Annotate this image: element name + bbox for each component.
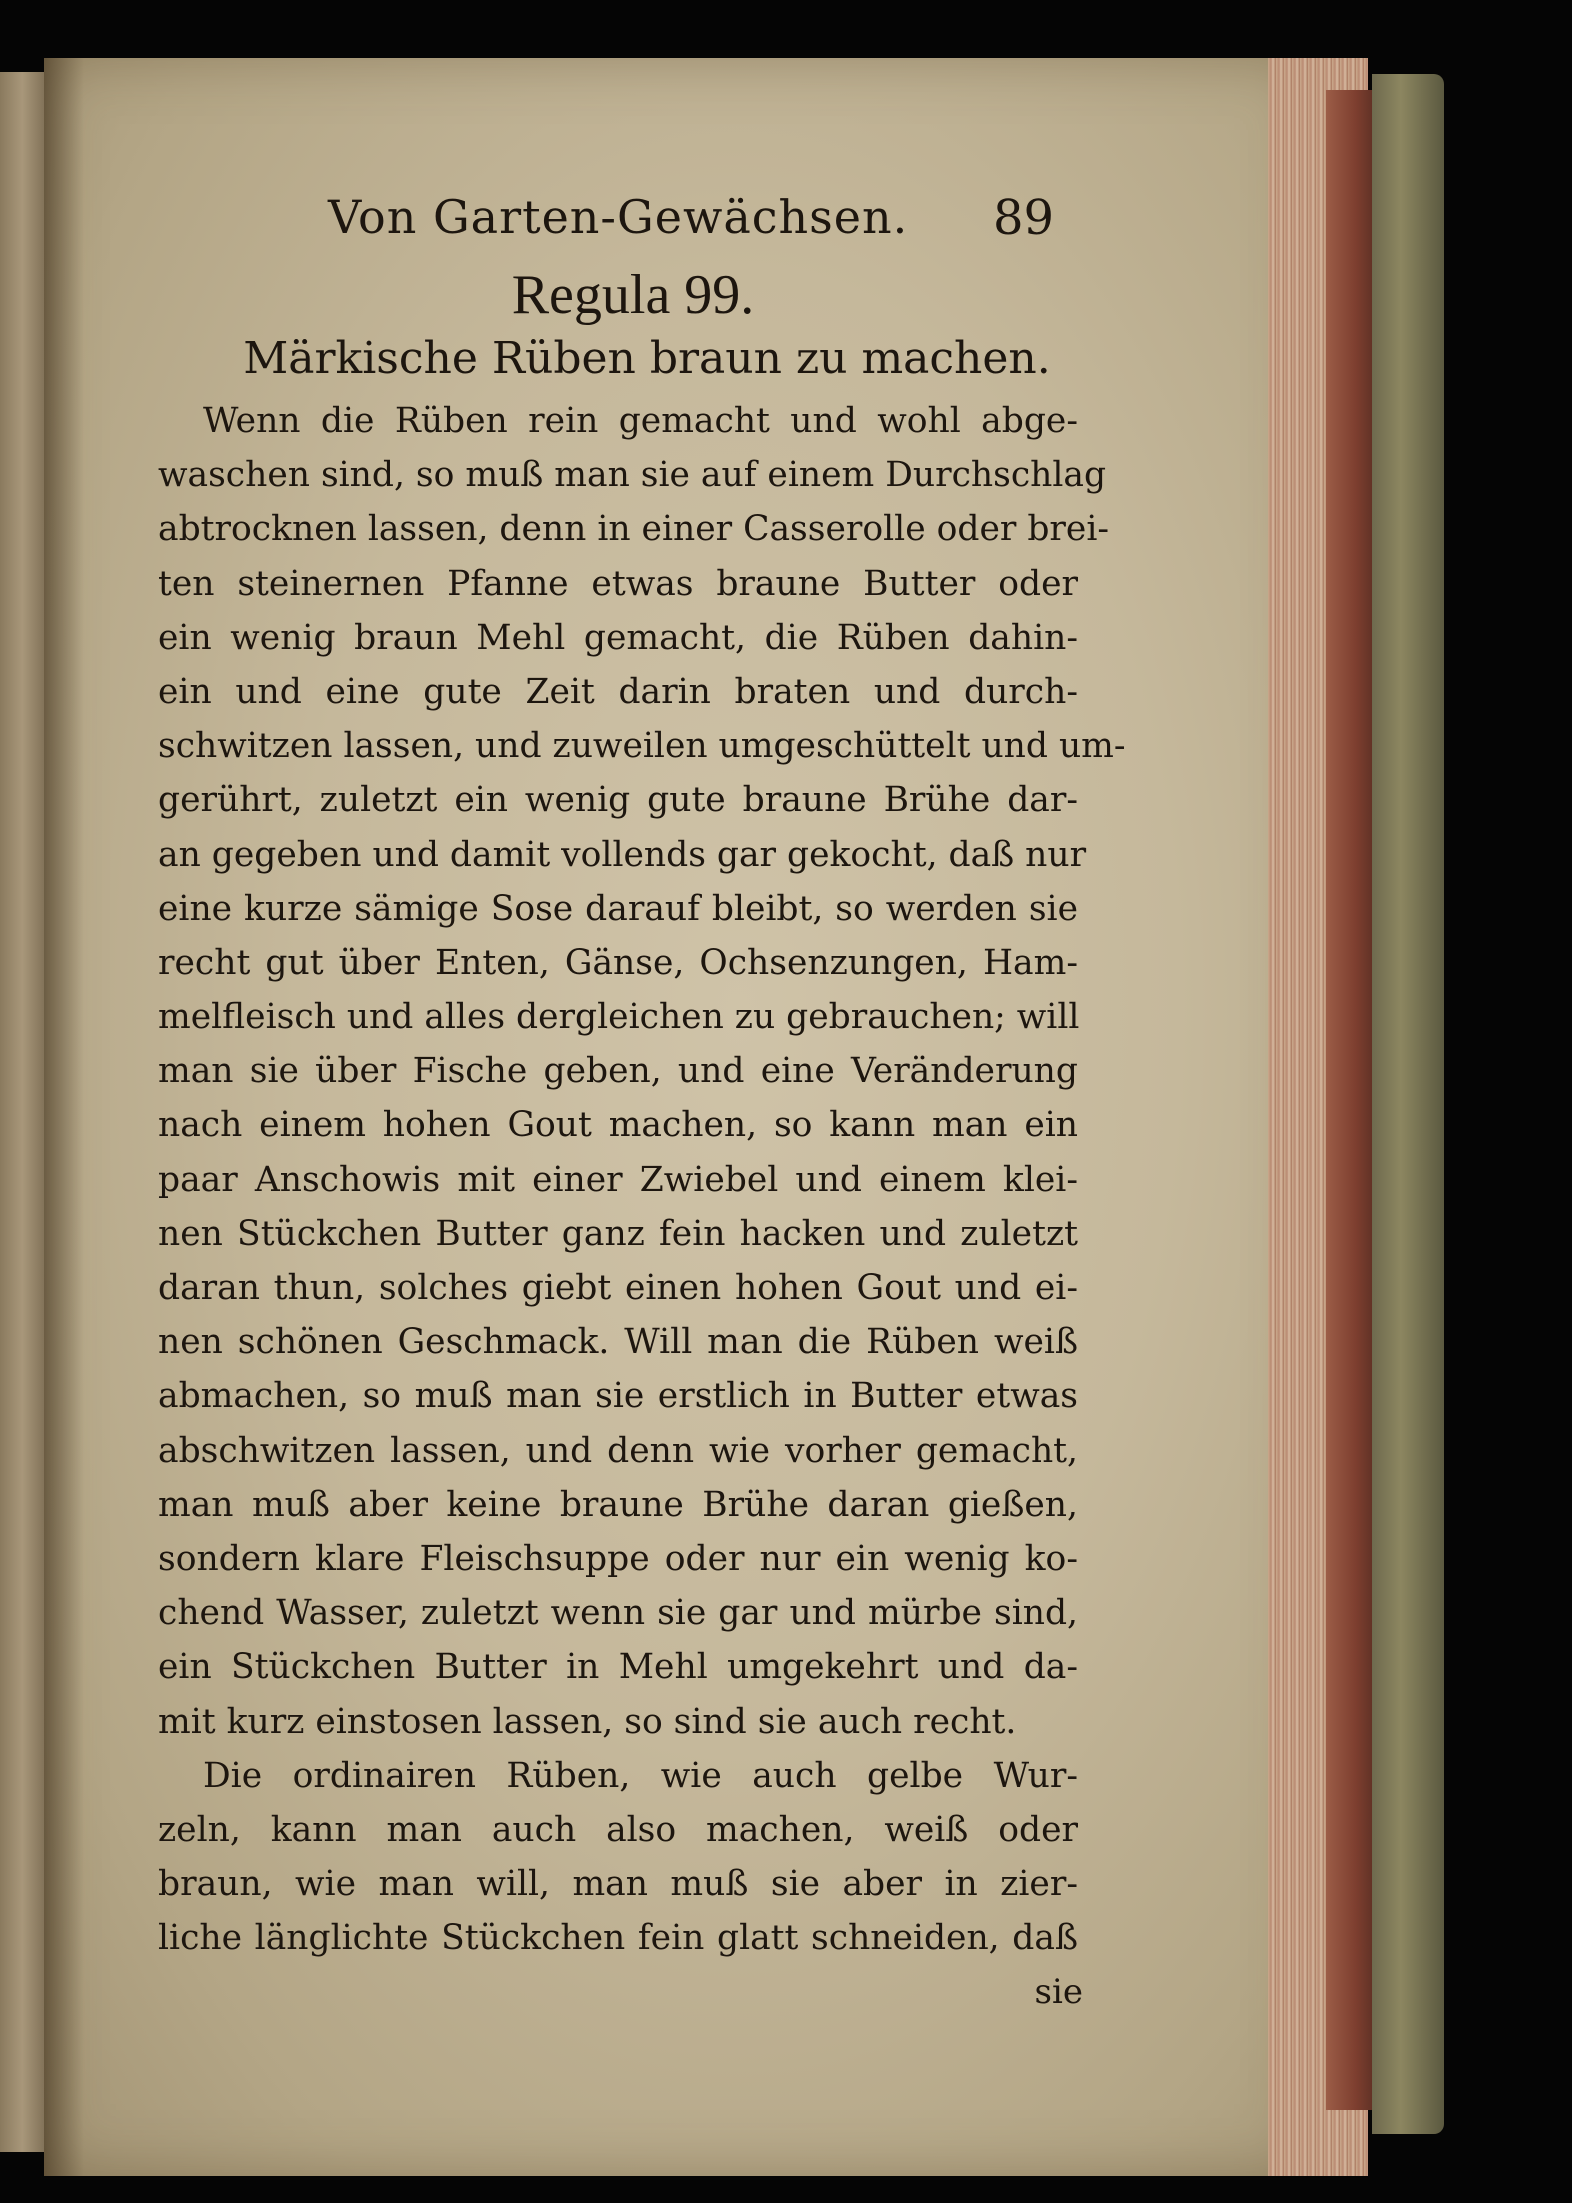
text-line: abtrocknen lassen, denn in einer Casserolle oder brei- xyxy=(158,509,1110,550)
text-line: ein Stückchen Butter in Mehl umgekehrt und da- xyxy=(158,1647,1078,1688)
page-header xyxy=(158,190,1078,260)
text-line: ein wenig braun Mehl gemacht, die Rüben dahin- xyxy=(158,617,1078,658)
text-line: nen schönen Geschmack. Will man die Rüben weiß xyxy=(158,1322,1078,1363)
text-line: man muß aber keine braune Brühe daran gießen, xyxy=(158,1484,1078,1525)
recipe-title: Märkische Rüben braun zu machen. xyxy=(243,333,1051,384)
text-line: nen Stückchen Butter ganz fein hacken und zuletzt xyxy=(158,1213,1078,1254)
running-head: Von Garten-Gewächsen. xyxy=(328,190,909,244)
text-line: gerührt, zuletzt ein wenig gute braune Brühe dar- xyxy=(158,780,1078,821)
text-line: melfleisch und alles dergleichen zu gebrauchen; will xyxy=(158,997,1080,1038)
text-line: sondern klare Fleischsuppe oder nur ein wenig ko- xyxy=(158,1538,1078,1579)
text-line: nach einem hohen Gout machen, so kann man ein xyxy=(158,1105,1078,1146)
text-line: mit kurz einstosen lassen, so sind sie auch recht. xyxy=(158,1701,1017,1742)
paragraph-2 xyxy=(158,1749,1078,1966)
text-line: zeln, kann man auch also machen, weiß oder xyxy=(158,1809,1078,1850)
text-line: ten steinernen Pfanne etwas braune Butter oder xyxy=(158,563,1078,604)
rule-heading: Regula 99. xyxy=(511,264,755,326)
text-line: man sie über Fische geben, und eine Veränderung xyxy=(158,1051,1078,1092)
text-line: schwitzen lassen, und zuweilen umgeschüttelt und um- xyxy=(158,726,1126,767)
text-line: braun, wie man will, man muß sie aber in zier- xyxy=(158,1864,1078,1905)
text-line: abmachen, so muß man sie erstlich in Butter etwas xyxy=(158,1376,1078,1417)
text-line: chend Wasser, zuletzt wenn sie gar und mürbe sind, xyxy=(158,1593,1078,1634)
text-line: paar Anschowis mit einer Zwiebel und einem klei- xyxy=(158,1159,1078,1200)
book-cover xyxy=(1372,74,1444,2134)
page-text xyxy=(158,190,1126,2019)
text-line: an gegeben und damit vollends gar gekocht, daß nur xyxy=(158,834,1087,875)
paragraph-1 xyxy=(158,394,1126,1749)
text-line: recht gut über Enten, Gänse, Ochsenzungen, Ham- xyxy=(158,942,1078,983)
text-line: daran thun, solches giebt einen hohen Gout und ei- xyxy=(158,1268,1078,1308)
text-line: abschwitzen lassen, und denn wie vorher gemacht, xyxy=(158,1430,1078,1471)
text-line: Die ordinairen Rüben, wie auch gelbe Wur- xyxy=(203,1755,1078,1796)
red-page-edges xyxy=(1326,90,1376,2110)
text-line: eine kurze sämige Sose darauf bleibt, so werden sie xyxy=(158,888,1078,929)
text-line: liche länglichte Stückchen fein glatt schneiden, daß xyxy=(158,1918,1078,1959)
page-number: 89 xyxy=(993,190,1055,246)
page-gutter-shadow xyxy=(44,58,84,2176)
text-line: waschen sind, so muß man sie auf einem Durchschlag xyxy=(158,455,1107,496)
text-line: ein und eine gute Zeit darin braten und durch- xyxy=(158,671,1078,712)
text-line: Wenn die Rüben rein gemacht und wohl abge- xyxy=(203,401,1078,441)
catchword: sie xyxy=(1034,1972,1083,2013)
